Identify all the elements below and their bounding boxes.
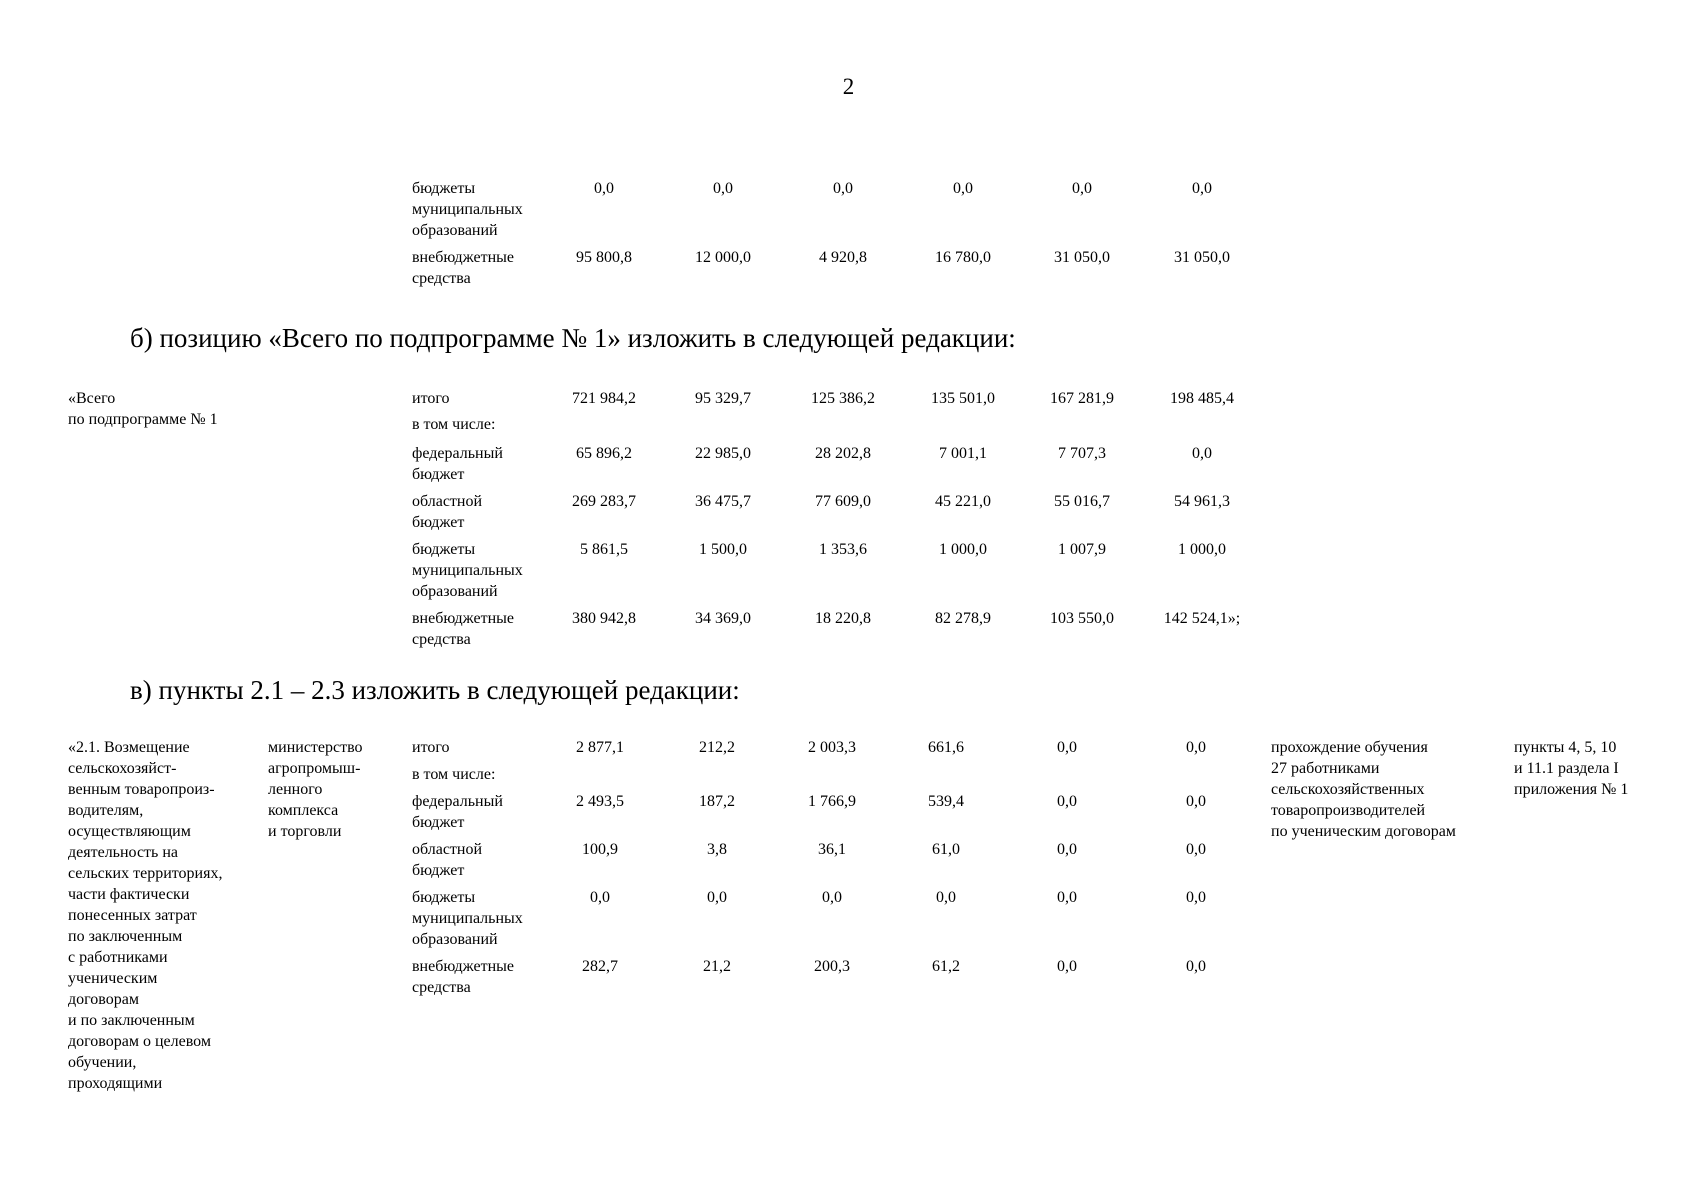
value-cell: 0,0	[1186, 889, 1206, 906]
value-cell: 1 766,9	[808, 793, 856, 810]
value-cell: 721 984,2	[572, 390, 636, 407]
value-cell: 187,2	[699, 793, 735, 810]
value-cell: 198 485,4	[1170, 390, 1234, 407]
value-cell: 103 550,0	[1050, 610, 1114, 627]
row-label: итого	[412, 739, 450, 756]
value-cell: 5 861,5	[580, 541, 628, 558]
value-cell: 61,2	[932, 958, 960, 975]
item-2-1-result: прохождение обучения 27 работниками сельскохозяйственных товаропроизводителей по ученическим договорам	[1271, 739, 1456, 840]
value-cell: 0,0	[1057, 958, 1077, 975]
value-cell: 212,2	[699, 739, 735, 756]
item-2-1-description: «2.1. Возмещение сельскохозяйст- венным товаропроиз- водителям, осуществляющим деятельность на сельских территориях, части фактически понесенных затрат по заключенным с работниками ученическим договорам и по заключенным договорам о целевом обучении, проходящими	[68, 739, 223, 1092]
value-cell: 1 000,0	[939, 541, 987, 558]
value-cell: 0,0	[822, 889, 842, 906]
value-cell: 0,0	[1057, 739, 1077, 756]
value-cell: 22 985,0	[695, 445, 751, 462]
value-cell: 65 896,2	[576, 445, 632, 462]
value-cell: 1 007,9	[1058, 541, 1106, 558]
value-cell: 0,0	[833, 180, 853, 197]
value-cell: 0,0	[594, 180, 614, 197]
row-label: федеральный бюджет	[412, 793, 503, 831]
value-cell: 0,0	[1186, 739, 1206, 756]
value-cell: 77 609,0	[815, 493, 871, 510]
value-cell: 82 278,9	[935, 610, 991, 627]
row-label: в том числе:	[412, 766, 496, 783]
value-cell: 167 281,9	[1050, 390, 1114, 407]
value-cell: 55 016,7	[1054, 493, 1110, 510]
value-cell: 16 780,0	[935, 249, 991, 266]
value-cell: 0,0	[590, 889, 610, 906]
value-cell: 539,4	[928, 793, 964, 810]
value-cell: 3,8	[707, 841, 727, 858]
value-cell: 142 524,1»;	[1163, 610, 1241, 627]
value-cell: 200,3	[814, 958, 850, 975]
value-cell: 95 329,7	[695, 390, 751, 407]
value-cell: 0,0	[1186, 793, 1206, 810]
value-cell: 380 942,8	[572, 610, 636, 627]
value-cell: 2 493,5	[576, 793, 624, 810]
row-label: федеральный бюджет	[412, 445, 503, 483]
value-cell: 0,0	[1057, 889, 1077, 906]
item-2-1-executor: министерство агропромыш- ленного комплекса и торговли	[268, 739, 363, 840]
value-cell: 1 500,0	[699, 541, 747, 558]
row-label: областной бюджет	[412, 493, 483, 531]
subprogram-total-title: «Всего по подпрограмме № 1	[68, 390, 218, 428]
value-cell: 7 707,3	[1058, 445, 1106, 462]
value-cell: 36 475,7	[695, 493, 751, 510]
row-label: в том числе:	[412, 416, 496, 433]
value-cell: 34 369,0	[695, 610, 751, 627]
row-label: бюджеты муниципальных образований	[412, 889, 523, 948]
value-cell: 0,0	[1057, 793, 1077, 810]
value-cell: 0,0	[1072, 180, 1092, 197]
value-cell: 31 050,0	[1054, 249, 1110, 266]
value-cell: 0,0	[713, 180, 733, 197]
value-cell: 28 202,8	[815, 445, 871, 462]
value-cell: 12 000,0	[695, 249, 751, 266]
heading-c: в) пункты 2.1 – 2.3 изложить в следующей редакции:	[130, 675, 740, 705]
value-cell: 1 353,6	[819, 541, 867, 558]
value-cell: 95 800,8	[576, 249, 632, 266]
value-cell: 282,7	[582, 958, 618, 975]
row-label: бюджеты муниципальных образований	[412, 541, 523, 600]
value-cell: 2 877,1	[576, 739, 624, 756]
value-cell: 18 220,8	[815, 610, 871, 627]
value-cell: 45 221,0	[935, 493, 991, 510]
value-cell: 661,6	[928, 739, 964, 756]
value-cell: 4 920,8	[819, 249, 867, 266]
value-cell: 269 283,7	[572, 493, 636, 510]
row-label: внебюджетные средства	[412, 249, 514, 287]
value-cell: 7 001,1	[939, 445, 987, 462]
value-cell: 54 961,3	[1174, 493, 1230, 510]
value-cell: 0,0	[1192, 180, 1212, 197]
row-label: внебюджетные средства	[412, 958, 514, 996]
value-cell: 135 501,0	[931, 390, 995, 407]
value-cell: 31 050,0	[1174, 249, 1230, 266]
value-cell: 61,0	[932, 841, 960, 858]
value-cell: 0,0	[1186, 841, 1206, 858]
row-label: внебюджетные средства	[412, 610, 514, 648]
row-label: бюджеты муниципальных образований	[412, 180, 523, 239]
row-label: областной бюджет	[412, 841, 483, 879]
value-cell: 125 386,2	[811, 390, 875, 407]
value-cell: 36,1	[818, 841, 846, 858]
row-label: итого	[412, 390, 450, 407]
value-cell: 0,0	[936, 889, 956, 906]
value-cell: 0,0	[707, 889, 727, 906]
value-cell: 21,2	[703, 958, 731, 975]
value-cell: 100,9	[582, 841, 618, 858]
page-number: 2	[842, 74, 855, 99]
value-cell: 1 000,0	[1178, 541, 1226, 558]
value-cell: 0,0	[953, 180, 973, 197]
value-cell: 0,0	[1057, 841, 1077, 858]
value-cell: 0,0	[1186, 958, 1206, 975]
value-cell: 0,0	[1192, 445, 1212, 462]
heading-b: б) позицию «Всего по подпрограмме № 1» изложить в следующей редакции:	[130, 323, 1016, 353]
value-cell: 2 003,3	[808, 739, 856, 756]
item-2-1-reference: пункты 4, 5, 10 и 11.1 раздела I приложения № 1	[1514, 739, 1629, 798]
